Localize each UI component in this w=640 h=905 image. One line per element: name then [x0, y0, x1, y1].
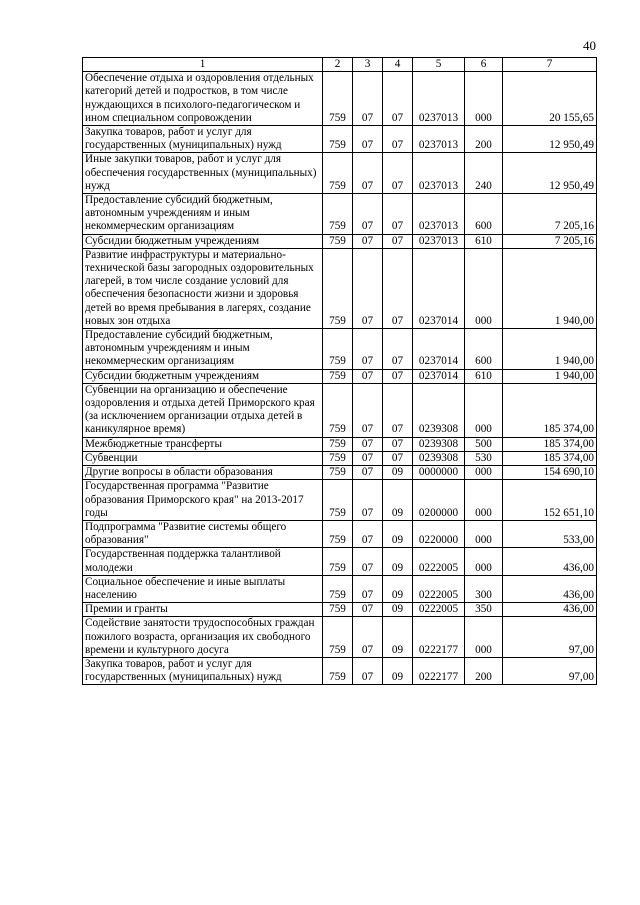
amount-cell: 12 950,49 — [503, 153, 597, 194]
section-cell: 07 — [353, 657, 383, 684]
code-cell: 759 — [323, 617, 353, 658]
amount-cell: 436,00 — [503, 603, 597, 617]
subsection-cell: 09 — [383, 520, 413, 547]
amount-cell: 97,00 — [503, 617, 597, 658]
section-cell: 07 — [353, 437, 383, 451]
item-name-cell: Субвенции на организацию и обеспечение оздоровления и отдыха детей Приморского края (за исключением организации отдыха детей в каникулярное время) — [83, 383, 323, 437]
table-row — [83, 617, 597, 658]
amount-cell: 7 205,16 — [503, 194, 597, 235]
table-row — [83, 194, 597, 235]
table-row — [83, 437, 597, 451]
item-name-cell: Субвенции — [83, 451, 323, 465]
subsection-cell: 07 — [383, 126, 413, 153]
section-cell: 07 — [353, 72, 383, 126]
section-cell: 07 — [353, 234, 383, 248]
column-header: 6 — [465, 58, 503, 72]
expense-type-cell: 000 — [465, 383, 503, 437]
target-article-cell: 0222005 — [413, 548, 465, 575]
code-cell: 759 — [323, 603, 353, 617]
column-header: 4 — [383, 58, 413, 72]
item-name-cell: Иные закупки товаров, работ и услуг для обеспечения государственных (муниципальных) нужд — [83, 153, 323, 194]
code-cell: 759 — [323, 466, 353, 480]
table-row — [83, 657, 597, 684]
amount-cell: 154 690,10 — [503, 466, 597, 480]
target-article-cell: 0239308 — [413, 383, 465, 437]
item-name-cell: Субсидии бюджетным учреждениям — [83, 369, 323, 383]
expense-type-cell: 610 — [465, 369, 503, 383]
table-row — [83, 466, 597, 480]
item-name-cell: Развитие инфраструктуры и материально-технической базы загородных оздоровительных лагерей, в том числе создание условий для обеспечения безопасности жизни и здоровья детей во время пребывания в лагерях, создание новых зон отдыха — [83, 248, 323, 328]
expense-type-cell: 350 — [465, 603, 503, 617]
section-cell: 07 — [353, 383, 383, 437]
amount-cell: 185 374,00 — [503, 451, 597, 465]
amount-cell: 12 950,49 — [503, 126, 597, 153]
target-article-cell: 0237013 — [413, 153, 465, 194]
section-cell: 07 — [353, 248, 383, 328]
section-cell: 07 — [353, 126, 383, 153]
section-cell: 07 — [353, 603, 383, 617]
expense-type-cell: 200 — [465, 657, 503, 684]
target-article-cell: 0222005 — [413, 603, 465, 617]
table-row — [83, 548, 597, 575]
table-row — [83, 126, 597, 153]
code-cell: 759 — [323, 72, 353, 126]
target-article-cell: 0239308 — [413, 451, 465, 465]
code-cell: 759 — [323, 657, 353, 684]
target-article-cell: 0222177 — [413, 617, 465, 658]
subsection-cell: 09 — [383, 466, 413, 480]
target-article-cell: 0222177 — [413, 657, 465, 684]
code-cell: 759 — [323, 437, 353, 451]
expense-type-cell: 000 — [465, 466, 503, 480]
amount-cell: 533,00 — [503, 520, 597, 547]
subsection-cell: 07 — [383, 451, 413, 465]
amount-cell: 20 155,65 — [503, 72, 597, 126]
section-cell: 07 — [353, 575, 383, 602]
subsection-cell: 09 — [383, 603, 413, 617]
subsection-cell: 07 — [383, 248, 413, 328]
section-cell: 07 — [353, 451, 383, 465]
item-name-cell: Другие вопросы в области образования — [83, 466, 323, 480]
item-name-cell: Подпрограмма "Развитие системы общего образования" — [83, 520, 323, 547]
code-cell: 759 — [323, 451, 353, 465]
amount-cell: 436,00 — [503, 575, 597, 602]
code-cell: 759 — [323, 383, 353, 437]
target-article-cell: 0200000 — [413, 480, 465, 521]
expense-type-cell: 600 — [465, 329, 503, 370]
code-cell: 759 — [323, 548, 353, 575]
target-article-cell: 0237014 — [413, 369, 465, 383]
subsection-cell: 07 — [383, 153, 413, 194]
subsection-cell: 09 — [383, 575, 413, 602]
subsection-cell: 07 — [383, 234, 413, 248]
code-cell: 759 — [323, 194, 353, 235]
expense-type-cell: 610 — [465, 234, 503, 248]
expense-type-cell: 300 — [465, 575, 503, 602]
table-row — [83, 329, 597, 370]
page-number: 40 — [583, 38, 596, 53]
code-cell: 759 — [323, 520, 353, 547]
item-name-cell: Межбюджетные трансферты — [83, 437, 323, 451]
table-row — [83, 153, 597, 194]
item-name-cell: Закупка товаров, работ и услуг для государственных (муниципальных) нужд — [83, 126, 323, 153]
subsection-cell: 07 — [383, 329, 413, 370]
expense-type-cell: 000 — [465, 548, 503, 575]
target-article-cell: 0237013 — [413, 72, 465, 126]
subsection-cell: 07 — [383, 72, 413, 126]
item-name-cell: Субсидии бюджетным учреждениям — [83, 234, 323, 248]
subsection-cell: 09 — [383, 657, 413, 684]
table-row — [83, 451, 597, 465]
column-header: 5 — [413, 58, 465, 72]
amount-cell: 1 940,00 — [503, 248, 597, 328]
expense-type-cell: 000 — [465, 617, 503, 658]
code-cell: 759 — [323, 369, 353, 383]
item-name-cell: Премии и гранты — [83, 603, 323, 617]
table-row — [83, 575, 597, 602]
subsection-cell: 07 — [383, 437, 413, 451]
table-row — [83, 234, 597, 248]
target-article-cell: 0220000 — [413, 520, 465, 547]
target-article-cell: 0237013 — [413, 194, 465, 235]
amount-cell: 1 940,00 — [503, 369, 597, 383]
code-cell: 759 — [323, 126, 353, 153]
item-name-cell: Социальное обеспечение и иные выплаты населению — [83, 575, 323, 602]
table-row — [83, 248, 597, 328]
target-article-cell: 0222005 — [413, 575, 465, 602]
table-row — [83, 480, 597, 521]
target-article-cell: 0239308 — [413, 437, 465, 451]
section-cell: 07 — [353, 466, 383, 480]
section-cell: 07 — [353, 520, 383, 547]
table-header-row — [83, 58, 597, 72]
code-cell: 759 — [323, 329, 353, 370]
subsection-cell: 09 — [383, 480, 413, 521]
amount-cell: 97,00 — [503, 657, 597, 684]
table-row — [83, 72, 597, 126]
table-body — [83, 72, 597, 685]
subsection-cell: 07 — [383, 194, 413, 235]
subsection-cell: 07 — [383, 383, 413, 437]
expense-type-cell: 000 — [465, 480, 503, 521]
item-name-cell: Закупка товаров, работ и услуг для государственных (муниципальных) нужд — [83, 657, 323, 684]
subsection-cell: 09 — [383, 548, 413, 575]
item-name-cell: Предоставление субсидий бюджетным, автономным учреждениям и иным некоммерческим организациям — [83, 329, 323, 370]
item-name-cell: Обеспечение отдыха и оздоровления отдельных категорий детей и подростков, в том числе нуждающихся в психолого-педагогическом и ином специальном сопровождении — [83, 72, 323, 126]
table-row — [83, 520, 597, 547]
item-name-cell: Государственная программа "Развитие образования Приморского края" на 2013-2017 годы — [83, 480, 323, 521]
expense-type-cell: 000 — [465, 520, 503, 547]
section-cell: 07 — [353, 329, 383, 370]
code-cell: 759 — [323, 480, 353, 521]
amount-cell: 185 374,00 — [503, 383, 597, 437]
section-cell: 07 — [353, 194, 383, 235]
subsection-cell: 07 — [383, 369, 413, 383]
item-name-cell: Содействие занятости трудоспособных граждан пожилого возраста, организация их свободного времени и культурного досуга — [83, 617, 323, 658]
amount-cell: 1 940,00 — [503, 329, 597, 370]
expense-type-cell: 200 — [465, 126, 503, 153]
expense-type-cell: 600 — [465, 194, 503, 235]
code-cell: 759 — [323, 248, 353, 328]
amount-cell: 185 374,00 — [503, 437, 597, 451]
subsection-cell: 09 — [383, 617, 413, 658]
table-row — [83, 603, 597, 617]
expense-type-cell: 500 — [465, 437, 503, 451]
section-cell: 07 — [353, 617, 383, 658]
expense-type-cell: 530 — [465, 451, 503, 465]
amount-cell: 7 205,16 — [503, 234, 597, 248]
section-cell: 07 — [353, 369, 383, 383]
expense-type-cell: 000 — [465, 248, 503, 328]
table-row — [83, 383, 597, 437]
target-article-cell: 0237013 — [413, 126, 465, 153]
amount-cell: 436,00 — [503, 548, 597, 575]
code-cell: 759 — [323, 153, 353, 194]
target-article-cell: 0000000 — [413, 466, 465, 480]
expense-type-cell: 000 — [465, 72, 503, 126]
column-header: 3 — [353, 58, 383, 72]
column-header: 1 — [83, 58, 323, 72]
code-cell: 759 — [323, 575, 353, 602]
table-row — [83, 369, 597, 383]
section-cell: 07 — [353, 480, 383, 521]
item-name-cell: Предоставление субсидий бюджетным, автономным учреждениям и иным некоммерческим организациям — [83, 194, 323, 235]
section-cell: 07 — [353, 153, 383, 194]
column-header: 7 — [503, 58, 597, 72]
target-article-cell: 0237014 — [413, 329, 465, 370]
target-article-cell: 0237013 — [413, 234, 465, 248]
item-name-cell: Государственная поддержка талантливой молодежи — [83, 548, 323, 575]
column-header: 2 — [323, 58, 353, 72]
budget-table — [82, 57, 597, 685]
code-cell: 759 — [323, 234, 353, 248]
amount-cell: 152 651,10 — [503, 480, 597, 521]
expense-type-cell: 240 — [465, 153, 503, 194]
target-article-cell: 0237014 — [413, 248, 465, 328]
section-cell: 07 — [353, 548, 383, 575]
